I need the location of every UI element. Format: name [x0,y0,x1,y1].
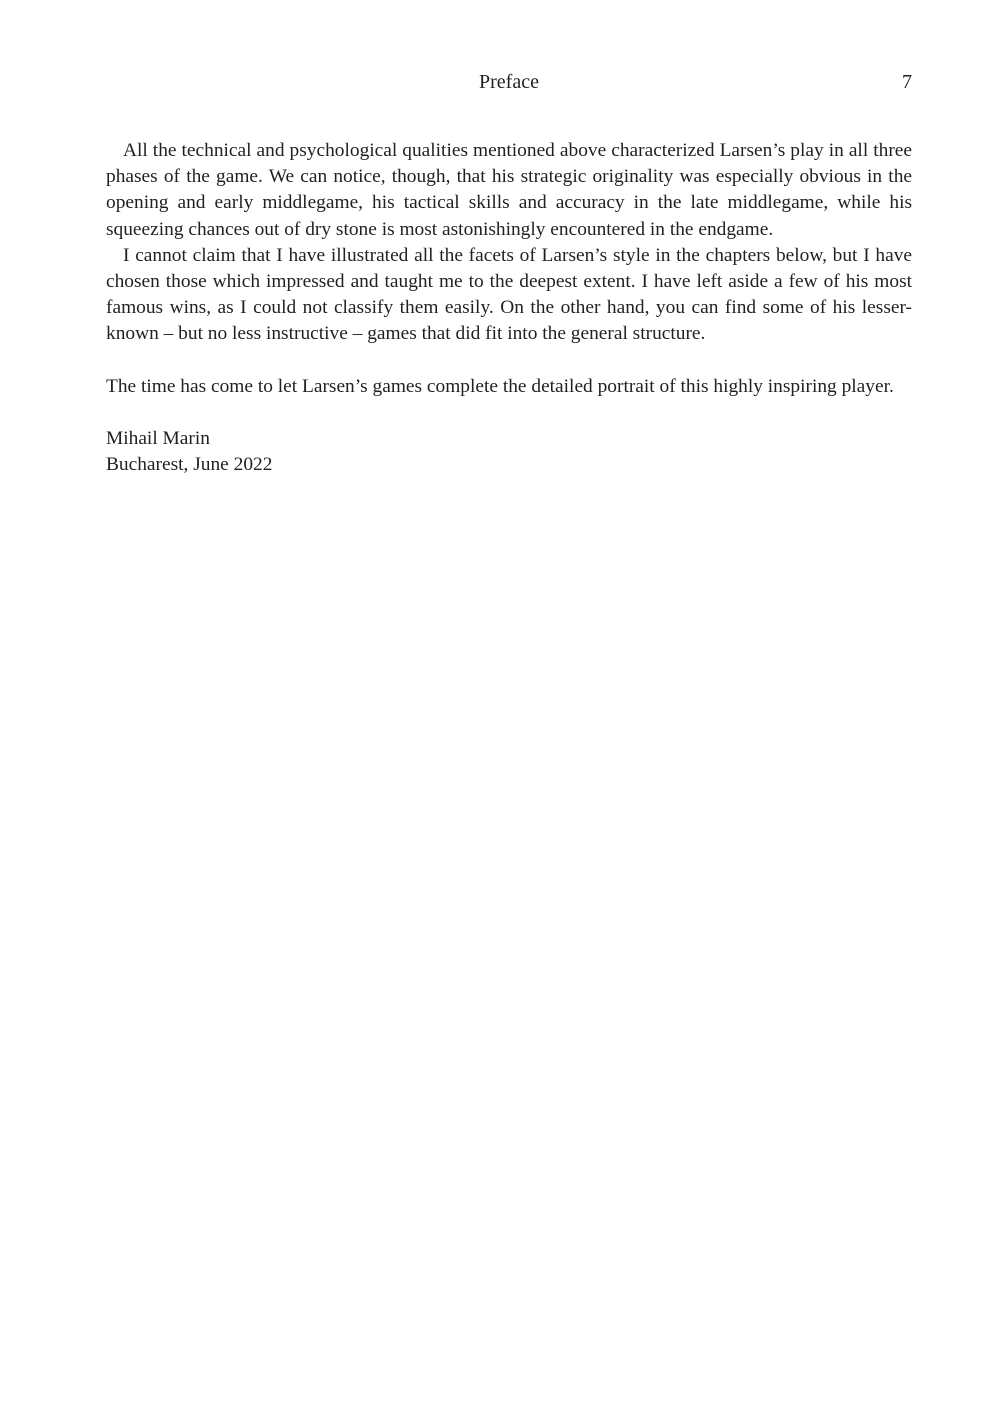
signature-author: Mihail Marin [106,427,210,449]
body-text [106,138,912,478]
paragraph-3: The time has come to let Larsen’s games complete the detailed portrait of this highly inspiring player. [106,375,894,397]
paragraph-1: All the technical and psychological qualities mentioned above characterized Larsen’s play in all three phases of the game. We can notice, though, that his strategic originality was especially obvious in the opening and early middlegame, his tactical skills and accuracy in the late middlegame, while his squeezing chances out of dry stone is most astonishingly encountered in the endgame. [106,140,912,240]
running-head-title: Preface [479,71,539,93]
paragraph-2: I cannot claim that I have illustrated all the facets of Larsen’s style in the chapters below, but I have chosen those which impressed and taught me to the deepest extent. I have left aside a few of his most famous wins, as I could not classify them easily. On the other hand, you can find some of his lesser-known – but no less instructive – games that did fit into the general structure. [106,244,912,345]
running-head [106,71,912,99]
signature-place-date: Bucharest, June 2022 [106,454,273,476]
signature-block [106,426,912,478]
page-number: 7 [902,71,912,93]
